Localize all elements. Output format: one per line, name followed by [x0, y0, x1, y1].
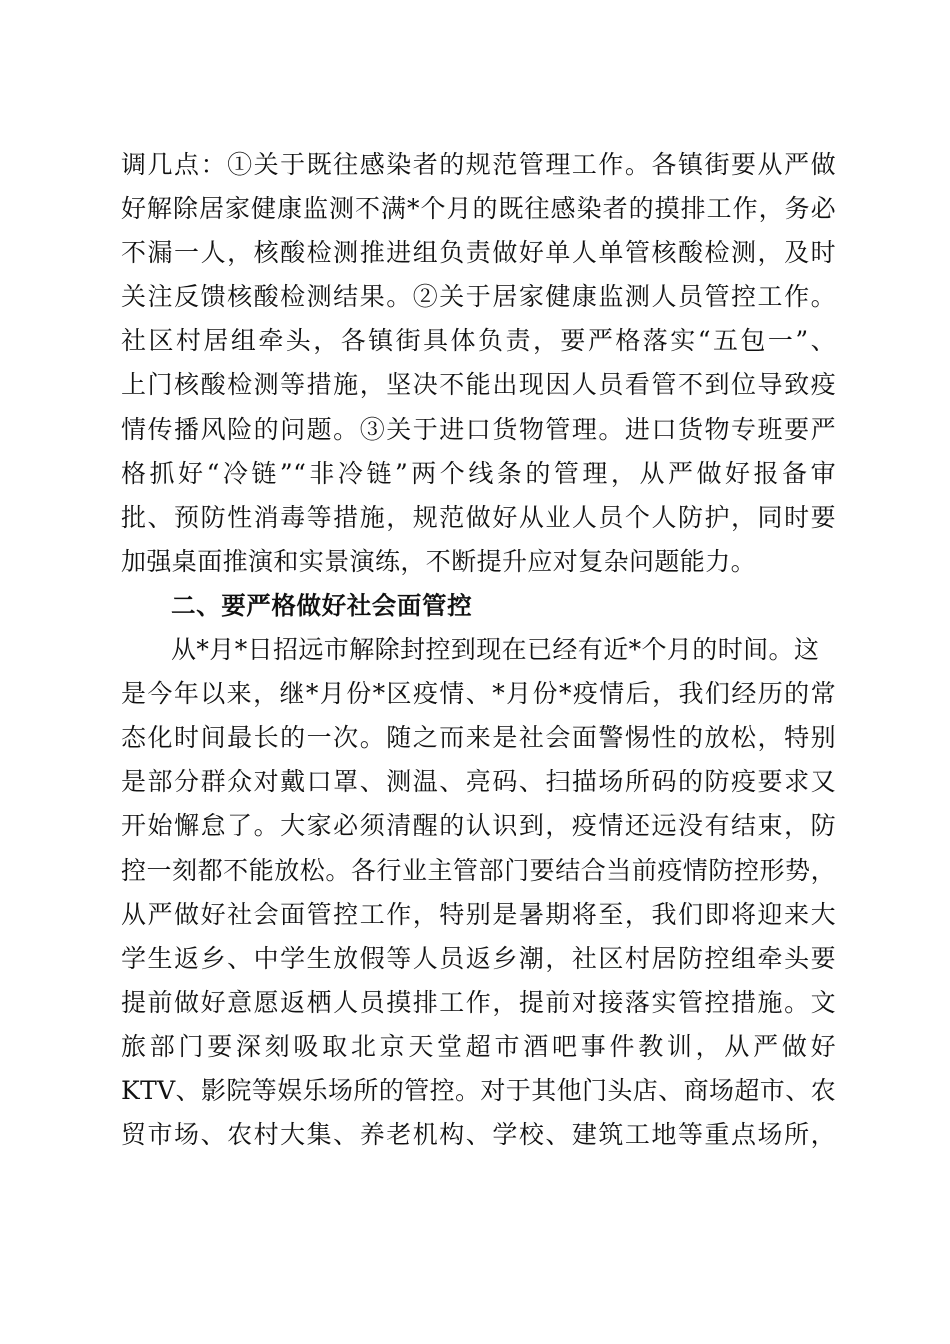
paragraph-line: 批、预防性消毒等措施，规范做好从业人员个人防护，同时要 [121, 502, 836, 532]
paragraph-line: 格抓好“冷链”“非冷链”两个线条的管理，从严做好报备审 [121, 458, 836, 488]
paragraph-line: 是今年以来，继*月份*区疫情、*月份*疫情后，我们经历的常 [121, 679, 836, 709]
paragraph-line: 社区村居组牵头，各镇街具体负责，要严格落实“五包一”、 [121, 326, 836, 356]
paragraph-line: 关注反馈核酸检测结果。②关于居家健康监测人员管控工作。 [121, 282, 836, 312]
paragraph-line: 旅部门要深刻吸取北京天堂超市酒吧事件教训，从严做好 [121, 1031, 836, 1061]
paragraph-line: KTV、影院等娱乐场所的管控。对于其他门头店、商场超市、农 [121, 1075, 837, 1105]
paragraph-line: 开始懈怠了。大家必须清醒的认识到，疫情还远没有结束，防 [121, 811, 836, 841]
section-heading: 二、要严格做好社会面管控 [171, 590, 473, 620]
paragraph-line: 调几点：①关于既往感染者的规范管理工作。各镇街要从严做 [121, 150, 836, 179]
paragraph-line: 好解除居家健康监测不满*个月的既往感染者的摸排工作，务必 [121, 194, 836, 224]
paragraph-line: 是部分群众对戴口罩、测温、亮码、扫描场所码的防疫要求又 [121, 767, 836, 797]
paragraph-line: 不漏一人，核酸检测推进组负责做好单人单管核酸检测，及时 [121, 238, 836, 268]
paragraph-line: 学生返乡、中学生放假等人员返乡潮，社区村居防控组牵头要 [121, 943, 836, 973]
paragraph-line: 从*月*日招远市解除封控到现在已经有近*个月的时间。这 [171, 635, 820, 665]
paragraph-line: 态化时间最长的一次。随之而来是社会面警惕性的放松，特别 [121, 723, 836, 753]
paragraph-line: 提前做好意愿返栖人员摸排工作，提前对接落实管控措施。文 [121, 987, 836, 1017]
paragraph-line: 情传播风险的问题。③关于进口货物管理。进口货物专班要严 [121, 414, 836, 444]
paragraph-line: 上门核酸检测等措施，坚决不能出现因人员看管不到位导致疫 [121, 370, 836, 400]
paragraph-line: 控一刻都不能放松。各行业主管部门要结合当前疫情防控形势， [121, 855, 836, 885]
paragraph-line: 从严做好社会面管控工作，特别是暑期将至，我们即将迎来大 [121, 899, 836, 929]
document-body [121, 143, 836, 1157]
paragraph-line: 贸市场、农村大集、养老机构、学校、建筑工地等重点场所， [121, 1120, 836, 1150]
paragraph-line: 加强桌面推演和实景演练，不断提升应对复杂问题能力。 [121, 546, 757, 576]
